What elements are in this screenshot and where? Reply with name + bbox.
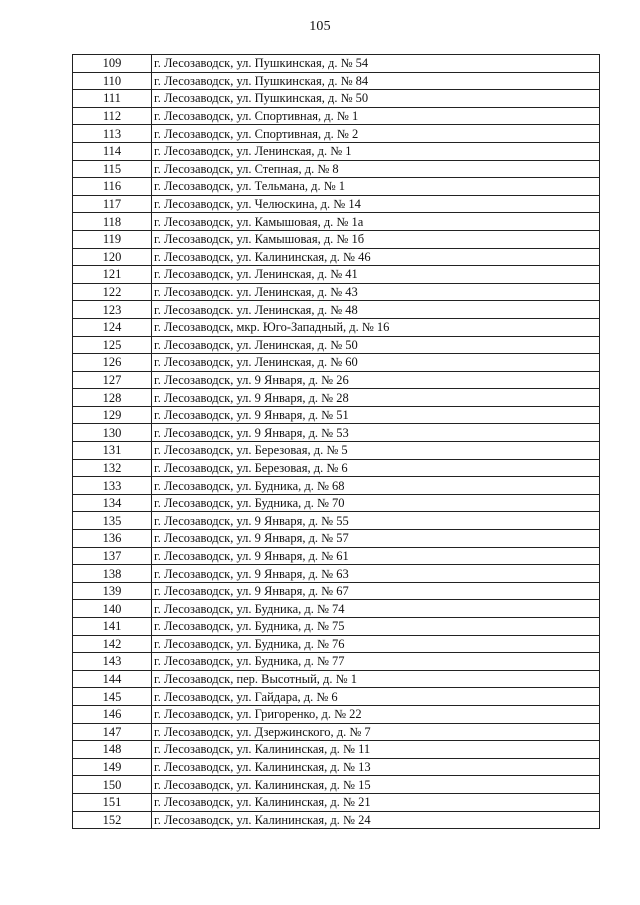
row-number-cell: 135 xyxy=(73,512,152,530)
table-row xyxy=(73,195,600,213)
address-cell: г. Лесозаводск, ул. Будника, д. № 68 xyxy=(152,477,600,495)
table-row xyxy=(73,354,600,372)
table-row xyxy=(73,565,600,583)
row-number-cell: 111 xyxy=(73,90,152,108)
table-row xyxy=(73,477,600,495)
table-row xyxy=(73,318,600,336)
row-number-cell: 146 xyxy=(73,705,152,723)
table-row xyxy=(73,688,600,706)
address-cell: г. Лесозаводск, ул. 9 Января, д. № 53 xyxy=(152,424,600,442)
address-cell: г. Лесозаводск, ул. Калининская, д. № 11 xyxy=(152,741,600,759)
table-row xyxy=(73,670,600,688)
address-cell: г. Лесозаводск. ул. Ленинская, д. № 43 xyxy=(152,283,600,301)
table-row xyxy=(73,142,600,160)
address-cell: г. Лесозаводск, ул. Калининская, д. № 15 xyxy=(152,776,600,794)
row-number-cell: 127 xyxy=(73,371,152,389)
table-row xyxy=(73,178,600,196)
address-cell: г. Лесозаводск, ул. Калининская, д. № 24 xyxy=(152,811,600,829)
table-row xyxy=(73,512,600,530)
row-number-cell: 123 xyxy=(73,301,152,319)
row-number-cell: 119 xyxy=(73,230,152,248)
table-row xyxy=(73,424,600,442)
table-row xyxy=(73,494,600,512)
address-cell: г. Лесозаводск, ул. Ленинская, д. № 60 xyxy=(152,354,600,372)
row-number-cell: 110 xyxy=(73,72,152,90)
address-cell: г. Лесозаводск, ул. Ленинская, д. № 50 xyxy=(152,336,600,354)
table-row xyxy=(73,248,600,266)
address-cell: г. Лесозаводск, ул. 9 Января, д. № 57 xyxy=(152,530,600,548)
row-number-cell: 137 xyxy=(73,547,152,565)
row-number-cell: 134 xyxy=(73,494,152,512)
table-row xyxy=(73,283,600,301)
table-row xyxy=(73,336,600,354)
table-row xyxy=(73,776,600,794)
address-cell: г. Лесозаводск, ул. Григоренко, д. № 22 xyxy=(152,705,600,723)
table-row xyxy=(73,741,600,759)
table-row xyxy=(73,266,600,284)
row-number-cell: 131 xyxy=(73,442,152,460)
table-row xyxy=(73,723,600,741)
row-number-cell: 118 xyxy=(73,213,152,231)
table-row xyxy=(73,582,600,600)
row-number-cell: 136 xyxy=(73,530,152,548)
address-cell: г. Лесозаводск, ул. 9 Января, д. № 26 xyxy=(152,371,600,389)
table-row xyxy=(73,600,600,618)
row-number-cell: 150 xyxy=(73,776,152,794)
row-number-cell: 128 xyxy=(73,389,152,407)
address-cell: г. Лесозаводск, ул. Будника, д. № 74 xyxy=(152,600,600,618)
table-row xyxy=(73,72,600,90)
table-row xyxy=(73,459,600,477)
address-cell: г. Лесозаводск, ул. Ленинская, д. № 1 xyxy=(152,142,600,160)
table-row xyxy=(73,618,600,636)
address-cell: г. Лесозаводск, ул. Тельмана, д. № 1 xyxy=(152,178,600,196)
row-number-cell: 143 xyxy=(73,653,152,671)
address-cell: г. Лесозаводск, ул. Пушкинская, д. № 54 xyxy=(152,55,600,73)
table-row xyxy=(73,90,600,108)
row-number-cell: 116 xyxy=(73,178,152,196)
row-number-cell: 121 xyxy=(73,266,152,284)
row-number-cell: 126 xyxy=(73,354,152,372)
address-cell: г. Лесозаводск, ул. Спортивная, д. № 2 xyxy=(152,125,600,143)
table-row xyxy=(73,442,600,460)
table-row xyxy=(73,371,600,389)
address-cell: г. Лесозаводск, ул. Калининская, д. № 13 xyxy=(152,758,600,776)
address-cell: г. Лесозаводск, ул. Пушкинская, д. № 50 xyxy=(152,90,600,108)
table-row xyxy=(73,758,600,776)
row-number-cell: 152 xyxy=(73,811,152,829)
table-row xyxy=(73,389,600,407)
row-number-cell: 132 xyxy=(73,459,152,477)
row-number-cell: 141 xyxy=(73,618,152,636)
address-cell: г. Лесозаводск, ул. Будника, д. № 75 xyxy=(152,618,600,636)
address-cell: г. Лесозаводск, ул. Калининская, д. № 46 xyxy=(152,248,600,266)
address-cell: г. Лесозаводск, ул. Спортивная, д. № 1 xyxy=(152,107,600,125)
table-row xyxy=(73,635,600,653)
table-row xyxy=(73,547,600,565)
row-number-cell: 125 xyxy=(73,336,152,354)
address-cell: г. Лесозаводск, ул. 9 Января, д. № 67 xyxy=(152,582,600,600)
row-number-cell: 149 xyxy=(73,758,152,776)
row-number-cell: 138 xyxy=(73,565,152,583)
row-number-cell: 140 xyxy=(73,600,152,618)
address-cell: г. Лесозаводск, ул. Степная, д. № 8 xyxy=(152,160,600,178)
address-cell: г. Лесозаводск, ул. Будника, д. № 77 xyxy=(152,653,600,671)
row-number-cell: 115 xyxy=(73,160,152,178)
table-row xyxy=(73,793,600,811)
address-cell: г. Лесозаводск, ул. 9 Января, д. № 51 xyxy=(152,406,600,424)
table-row xyxy=(73,107,600,125)
row-number-cell: 113 xyxy=(73,125,152,143)
table-row xyxy=(73,406,600,424)
page-number: 105 xyxy=(309,19,331,34)
row-number-cell: 142 xyxy=(73,635,152,653)
address-cell: г. Лесозаводск, ул. 9 Января, д. № 63 xyxy=(152,565,600,583)
row-number-cell: 124 xyxy=(73,318,152,336)
address-cell: г. Лесозаводск, ул. Калининская, д. № 21 xyxy=(152,793,600,811)
address-cell: г. Лесозаводск, ул. Дзержинского, д. № 7 xyxy=(152,723,600,741)
row-number-cell: 109 xyxy=(73,55,152,73)
table-row xyxy=(73,301,600,319)
table-row xyxy=(73,160,600,178)
address-cell: г. Лесозаводск, ул. Березовая, д. № 5 xyxy=(152,442,600,460)
row-number-cell: 130 xyxy=(73,424,152,442)
address-table-body xyxy=(73,55,600,829)
table-row xyxy=(73,55,600,73)
row-number-cell: 117 xyxy=(73,195,152,213)
address-cell: г. Лесозаводск, мкр. Юго-Западный, д. № 16 xyxy=(152,318,600,336)
address-cell: г. Лесозаводск, ул. Ленинская, д. № 41 xyxy=(152,266,600,284)
table-row xyxy=(73,705,600,723)
row-number-cell: 139 xyxy=(73,582,152,600)
address-cell: г. Лесозаводск, ул. 9 Января, д. № 28 xyxy=(152,389,600,407)
address-cell: г. Лесозаводск, ул. Камышовая, д. № 1б xyxy=(152,230,600,248)
table-row xyxy=(73,230,600,248)
row-number-cell: 114 xyxy=(73,142,152,160)
address-cell: г. Лесозаводск, ул. Челюскина, д. № 14 xyxy=(152,195,600,213)
address-cell: г. Лесозаводск, ул. Гайдара, д. № 6 xyxy=(152,688,600,706)
row-number-cell: 151 xyxy=(73,793,152,811)
row-number-cell: 133 xyxy=(73,477,152,495)
row-number-cell: 148 xyxy=(73,741,152,759)
address-cell: г. Лесозаводск, ул. Будника, д. № 70 xyxy=(152,494,600,512)
row-number-cell: 120 xyxy=(73,248,152,266)
address-cell: г. Лесозаводск, ул. 9 Января, д. № 61 xyxy=(152,547,600,565)
row-number-cell: 112 xyxy=(73,107,152,125)
row-number-cell: 144 xyxy=(73,670,152,688)
table-row xyxy=(73,653,600,671)
row-number-cell: 129 xyxy=(73,406,152,424)
address-cell: г. Лесозаводск, ул. Пушкинская, д. № 84 xyxy=(152,72,600,90)
address-cell: г. Лесозаводск, ул. Березовая, д. № 6 xyxy=(152,459,600,477)
table-row xyxy=(73,125,600,143)
row-number-cell: 145 xyxy=(73,688,152,706)
row-number-cell: 147 xyxy=(73,723,152,741)
table-row xyxy=(73,811,600,829)
address-cell: г. Лесозаводск. ул. Ленинская, д. № 48 xyxy=(152,301,600,319)
address-cell: г. Лесозаводск, пер. Высотный, д. № 1 xyxy=(152,670,600,688)
address-cell: г. Лесозаводск, ул. Камышовая, д. № 1а xyxy=(152,213,600,231)
address-cell: г. Лесозаводск, ул. 9 Января, д. № 55 xyxy=(152,512,600,530)
table-row xyxy=(73,530,600,548)
address-table xyxy=(72,54,600,829)
row-number-cell: 122 xyxy=(73,283,152,301)
address-cell: г. Лесозаводск, ул. Будника, д. № 76 xyxy=(152,635,600,653)
table-row xyxy=(73,213,600,231)
